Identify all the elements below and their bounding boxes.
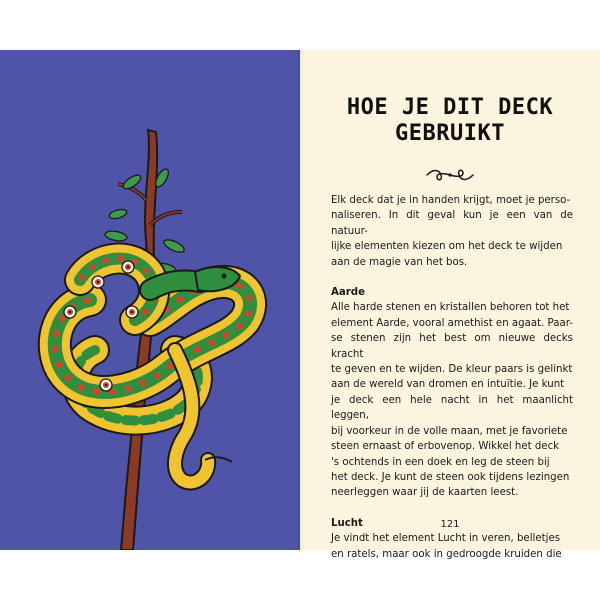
section-line: het deck. Je kunt de steen ook tijdens lezingen bbox=[331, 471, 570, 483]
title-line-1: HOE JE DIT DECK bbox=[346, 95, 554, 120]
section-line: element Aarde, vooral amethist en agaat. Paar- bbox=[331, 317, 573, 329]
section-heading-lucht: Lucht bbox=[331, 517, 363, 529]
intro-line: aan de magie van het bos. bbox=[331, 256, 468, 268]
section-line: je deck een hele nacht in het maanlicht leggen, bbox=[331, 394, 573, 422]
section-line: Alle harde stenen en kristallen behoren tot het bbox=[331, 302, 570, 314]
section-line: steen ernaast of erbovenop. Wikkel het deck bbox=[331, 441, 560, 453]
section-line: aan de wereld van dromen en intuïtie. Je kunt bbox=[331, 379, 565, 391]
section-line: 's ochtends in een doek en leg de steen bij bbox=[331, 456, 550, 468]
intro-line: naliseren. In dit geval kun je een van de natuur- bbox=[331, 210, 573, 237]
title-line-2: GEBRUIKT bbox=[395, 121, 505, 146]
body-text bbox=[331, 193, 573, 562]
section-line: se stenen zijn het best om nieuwe decks kracht bbox=[331, 333, 573, 360]
section-heading-aarde: Aarde bbox=[331, 287, 365, 299]
section-line: neerleggen waar jij de kaarten leest. bbox=[331, 487, 519, 499]
intro-line: Elk deck dat je in handen krijgt, moet je perso- bbox=[331, 195, 571, 206]
section-line: en ratels, maar ook in gedroogde kruiden die bbox=[331, 548, 562, 560]
snake-illustration bbox=[0, 50, 300, 550]
left-page bbox=[0, 50, 300, 550]
intro-line: lijke elementen kiezen om het deck te wijden bbox=[331, 241, 563, 253]
page-gutter bbox=[298, 50, 304, 550]
page-title bbox=[330, 95, 570, 147]
section-line: te geven en te wijden. De kleur paars is gelinkt bbox=[331, 364, 573, 376]
section-line: bij voorkeur in de volle maan, met je favoriete bbox=[331, 425, 568, 437]
section-line: Je vindt het element Lucht in veren, belletjes bbox=[331, 533, 561, 545]
page-number: 121 bbox=[440, 519, 460, 530]
scroll-ornament-icon bbox=[425, 167, 475, 183]
